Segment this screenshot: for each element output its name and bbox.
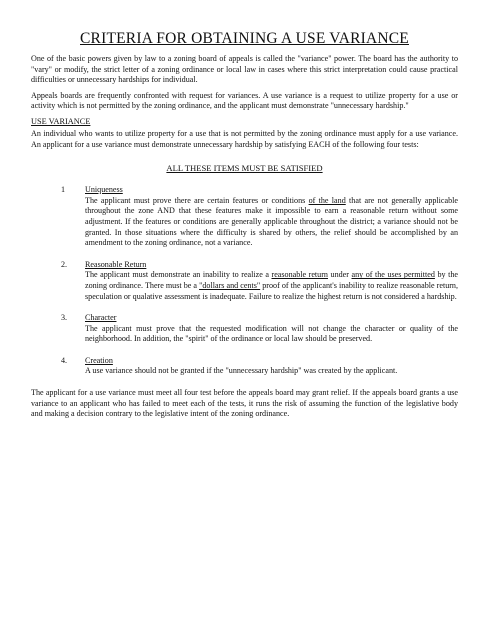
item-text-underlined: of the land bbox=[308, 195, 346, 205]
item-body bbox=[85, 260, 458, 302]
item-body bbox=[85, 185, 458, 249]
criteria-item-reasonable-return bbox=[31, 260, 458, 302]
section-heading-use-variance: USE VARIANCE bbox=[31, 116, 91, 126]
item-number: 3. bbox=[61, 313, 68, 323]
item-text bbox=[85, 270, 458, 302]
item-text-underlined: any of the uses permitted bbox=[351, 270, 435, 280]
page-title: CRITERIA FOR OBTAINING A USE VARIANCE bbox=[80, 30, 409, 47]
appeals-paragraph: Appeals boards are frequently confronted with request for variances. A use variance is a request to utilize property for a use or activity which is not permitted by the zoning ordinance, and the applicant must demonstrate "unnecessary hardship." bbox=[31, 90, 458, 111]
item-heading: Reasonable Return bbox=[85, 259, 147, 269]
item-text-part: The applicant must demonstrate an inability to realize a bbox=[85, 270, 272, 280]
item-heading: Creation bbox=[85, 355, 113, 365]
item-text-part: under bbox=[327, 270, 352, 280]
item-number: 2. bbox=[61, 259, 68, 269]
criteria-item-creation bbox=[31, 356, 458, 377]
criteria-item-character bbox=[31, 313, 458, 345]
item-text-part: The applicant must prove there are certain features or conditions bbox=[85, 195, 309, 205]
item-text bbox=[85, 196, 458, 249]
item-body bbox=[85, 356, 458, 377]
intro-paragraph: One of the basic powers given by law to a zoning board of appeals is called the "variance" power. The board has the authority to "vary" or modify, the strict letter of a zoning ordinance or local law in cases where this strict interpretation could cause practical difficulties or unnecessary hardships for individual. bbox=[31, 54, 458, 85]
item-heading: Character bbox=[85, 313, 117, 323]
item-text-underlined: reasonable return bbox=[271, 270, 328, 280]
item-text-part: by the zoning ordinance. There must be a bbox=[85, 270, 459, 290]
item-text: A use variance should not be granted if the "unnecessary hardship" was created by the applicant. bbox=[85, 366, 398, 376]
requirements-banner: ALL THESE ITEMS MUST BE SATISFIED bbox=[166, 163, 323, 174]
item-text: The applicant must prove that the requested modification will not change the character or quality of the neighborhood. In addition, the "spirit" of the ordinance or local law should be preserved. bbox=[85, 323, 458, 344]
item-text-part: that are not generally applicable throughout the zone AND that these features make it impossible to earn a reasonable return without some adjustment. If the features or conditions are generally applicable throughout the district; a variance should not be granted. In those situations where the difficulty is shared by others, the relief should be accomplished by an amendment to the zoning ordinance, not a variance. bbox=[85, 195, 458, 248]
item-number: 1 bbox=[61, 185, 66, 195]
item-text-part: proof of the applicant's inability to realize reasonable return, speculation or qualative assessment is inadequate. Failure to realize the highest return is not considered a hardship. bbox=[85, 280, 459, 301]
closing-paragraph: The applicant for a use variance must meet all four test before the appeals board may grant relief. If the appeals board grants a use variance to an applicant who has failed to meet each of the tests, it runs the risk of assuming the function of the legislative body and making a decision contrary to the legislative intent of the zoning ordinance. bbox=[31, 388, 458, 419]
item-heading: Uniqueness bbox=[85, 185, 123, 195]
item-number: 4. bbox=[61, 355, 68, 365]
use-variance-paragraph: An individual who wants to utilize property for a use that is not permitted by the zoning ordinance must apply for a use variance. An applicant for a use variance must demonstrate unnecessary hardship by satisfying EACH of the following four tests: bbox=[31, 128, 458, 149]
criteria-item-uniqueness bbox=[31, 185, 458, 249]
item-text-underlined: "dollars and cents" bbox=[199, 280, 261, 290]
item-body bbox=[85, 313, 458, 345]
